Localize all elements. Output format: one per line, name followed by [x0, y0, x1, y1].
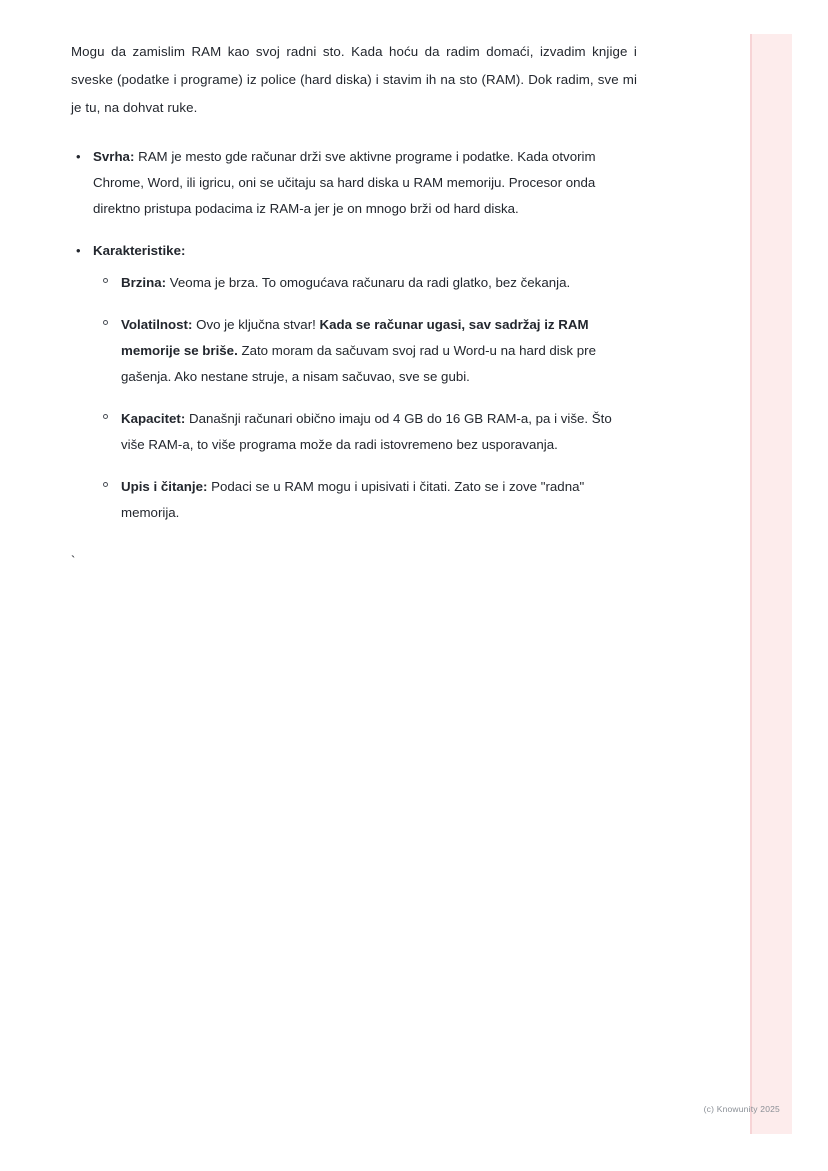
- circle-bullet-icon: [103, 278, 108, 283]
- bullet-marker-icon: •: [76, 243, 81, 258]
- list-item-text: RAM je mesto gde računar drži sve aktivne programe i podatke. Kada otvorim Chrome, Word, ili igricu, oni se učitaju sa hard diska u RAM memoriju. Procesor onda direktno pristupa podacima iz RAM-a jer je on mnogo brži od hard diska.: [93, 149, 596, 216]
- sub-item-bold-mid: Kada se računar ugasi, sav sadržaj iz RAM memorije se briše.: [121, 317, 589, 358]
- bullet-marker-icon: •: [76, 149, 81, 164]
- circle-bullet-icon: [103, 320, 108, 325]
- list-item-title: Karakteristike:: [93, 243, 186, 258]
- sub-item-text-1: Ovo je ključna stvar!: [192, 317, 320, 332]
- circle-bullet-icon: [103, 482, 108, 487]
- footer-credit: (c) Knowunity 2025: [703, 1104, 780, 1114]
- sub-item-kapacitet: [121, 406, 637, 458]
- sub-item-title: Kapacitet:: [121, 411, 186, 426]
- circle-bullet-icon: [103, 414, 108, 419]
- sub-item-title: Upis i čitanje:: [121, 479, 208, 494]
- sub-item-text-1: Današnji računari obično imaju od 4 GB do 16 GB RAM-a, pa i više. Što više RAM-a, to više programa može da radi istovremeno bez usporavanja.: [121, 411, 612, 452]
- sub-item-title: Volatilnost:: [121, 317, 193, 332]
- sub-item-upis-i-citanje: [121, 474, 637, 526]
- sub-item-volatilnost: [121, 312, 637, 390]
- list-item-title: Svrha:: [93, 149, 135, 164]
- list-item-svrha: [76, 144, 637, 222]
- stray-character: `: [71, 553, 76, 568]
- document-content: [71, 38, 637, 570]
- list-item-karakteristike: [76, 238, 637, 526]
- sub-item-text-1: Podaci se u RAM mogu i upisivati i čitati. Zato se i zove "radna" memorija.: [121, 479, 585, 520]
- sub-item-text-2: Zato moram da sačuvam svoj rad u Word-u na hard disk pre gašenja. Ako nestane struje, a nisam sačuvao, sve se gubi.: [121, 343, 596, 384]
- sub-item-brzina: [121, 270, 637, 296]
- top-level-list: [71, 144, 637, 526]
- sub-item-title: Brzina:: [121, 275, 167, 290]
- intro-paragraph: Mogu da zamislim RAM kao svoj radni sto. Kada hoću da radim domaći, izvadim knjige i sveske (podatke i programe) iz police (hard diska) i stavim ih na sto (RAM). Dok radim, sve mi je tu, na dohvat ruke.: [71, 44, 637, 115]
- decorative-side-bar: [750, 34, 792, 1134]
- sub-level-list: [93, 270, 637, 526]
- sub-item-text-1: Veoma je brza. To omogućava računaru da radi glatko, bez čekanja.: [166, 275, 571, 290]
